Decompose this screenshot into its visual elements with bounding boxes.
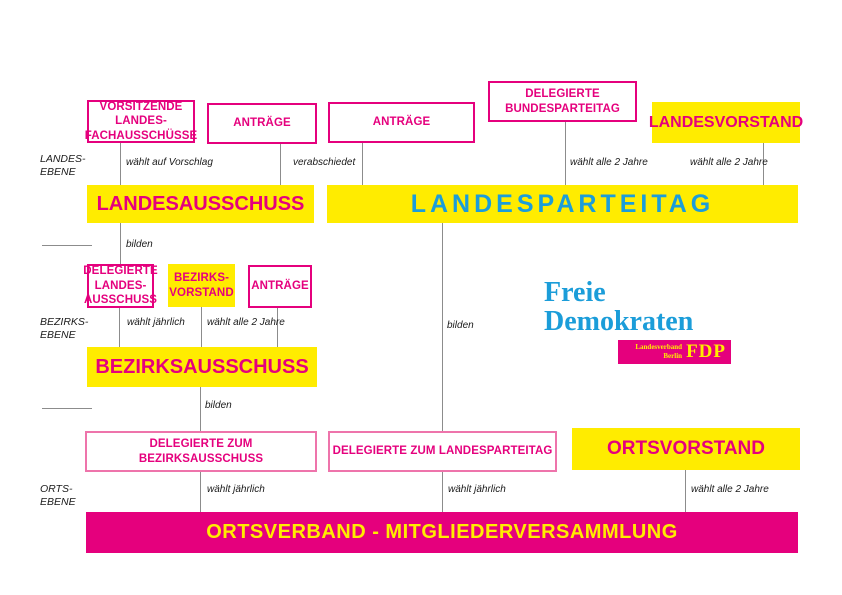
connector: [685, 470, 686, 512]
connector-label: wählt alle 2 Jahre: [570, 157, 648, 168]
box-ortsverband-mitgliederversammlung: [86, 512, 798, 553]
box-label: ANTRÄGE: [233, 117, 291, 130]
fdp-logo-band-line: Landesverband: [635, 342, 683, 351]
connector: [200, 472, 201, 512]
fdp-logo-acronym: FDP: [686, 341, 726, 362]
connector: [201, 307, 202, 347]
box-label: DELEGIERTE ZUM LANDESPARTEITAG: [332, 445, 553, 458]
connector: [442, 223, 443, 431]
box-label: DELEGIERTE: [83, 265, 158, 278]
level-label-line: EBENE: [40, 165, 76, 178]
box-label: AUSSCHUSS: [83, 294, 158, 307]
box-label: BUNDESPARTEITAG: [505, 102, 620, 115]
fdp-logo-wordmark-line2: Demokraten: [544, 306, 694, 337]
box-vorsitzende-landesfachausschuesse: [84, 100, 198, 143]
connector-label: verabschiedet: [293, 157, 356, 168]
box-bezirksvorstand: [168, 264, 235, 307]
box-label: LANDES-: [115, 115, 167, 128]
connector: [565, 122, 566, 185]
box-label: ORTSVERBAND - MITGLIEDERVERSAMMLUNG: [206, 521, 678, 543]
box-label: LANDESPARTEITAG: [410, 189, 715, 218]
level-label-line: ORTS-: [40, 483, 73, 495]
connector: [200, 387, 201, 431]
box-label: VORSTAND: [169, 286, 234, 299]
box-label: DELEGIERTE ZUM BEZIRKSAUSSCHUSS: [138, 438, 264, 465]
box-label: LANDES-: [94, 279, 147, 292]
connector-label: wählt alle 2 Jahre: [690, 157, 768, 168]
box-delegierte-zum-bezirksausschuss: [85, 431, 317, 472]
box-antraege-landesparteitag: [328, 102, 475, 143]
box-antraege-landesausschuss: [207, 103, 317, 144]
level-label-landesebene: [40, 153, 86, 178]
level-label-line: EBENE: [40, 328, 76, 341]
connector-label: wählt jährlich: [207, 484, 265, 495]
connector: [280, 144, 281, 185]
box-label: FACHAUSSCHÜSSE: [84, 129, 198, 142]
box-landesausschuss: [87, 185, 314, 223]
box-ortsvorstand: [572, 428, 800, 470]
connector-label: bilden: [205, 400, 232, 411]
level-divider: [42, 408, 92, 409]
connector-label: bilden: [126, 239, 153, 250]
connector-label: wählt jährlich: [127, 317, 185, 328]
level-label-ortsebene: [40, 483, 76, 508]
box-delegierte-landesausschuss: [83, 264, 158, 308]
connector-label: bilden: [447, 320, 474, 331]
box-antraege-bezirksausschuss: [248, 265, 312, 308]
box-landesvorstand: [648, 102, 804, 143]
connector: [119, 308, 120, 347]
level-label-line: BEZIRKS-: [40, 316, 89, 328]
box-label: LANDESVORSTAND: [648, 113, 804, 131]
box-landesparteitag: [327, 185, 798, 223]
connector-label: wählt jährlich: [448, 484, 506, 495]
fdp-logo-band-subtitle: [635, 343, 682, 361]
box-label: BEZIRKS-: [173, 272, 230, 285]
level-divider: [42, 245, 92, 246]
connector: [442, 472, 443, 512]
fdp-logo-wordmark-line1: Freie: [544, 277, 606, 308]
connector-label: wählt alle 2 Jahre: [691, 484, 769, 495]
connector-label: wählt auf Vorschlag: [126, 157, 213, 168]
connector: [120, 143, 121, 185]
box-label: DELEGIERTE: [525, 88, 600, 101]
box-label: ANTRÄGE: [372, 116, 431, 129]
level-label-line: EBENE: [40, 495, 76, 508]
fdp-logo-band-line: Berlin: [663, 352, 683, 360]
connector: [362, 143, 363, 185]
box-delegierte-bundesparteitag: [488, 81, 637, 122]
box-label: ORTSVORSTAND: [607, 438, 765, 459]
fdp-logo-band: [618, 340, 731, 364]
box-delegierte-zum-landesparteitag: [328, 431, 557, 472]
box-label: ANTRÄGE: [251, 280, 309, 293]
box-bezirksausschuss: [87, 347, 317, 387]
box-label: BEZIRKSAUSSCHUSS: [95, 355, 309, 378]
box-label: VORSITZENDE: [99, 100, 183, 113]
level-label-line: LANDES-: [40, 153, 86, 165]
connector-label: wählt alle 2 Jahre: [207, 317, 285, 328]
box-label: LANDESAUSSCHUSS: [96, 192, 305, 215]
connector: [120, 223, 121, 264]
level-label-bezirksebene: [40, 316, 88, 341]
